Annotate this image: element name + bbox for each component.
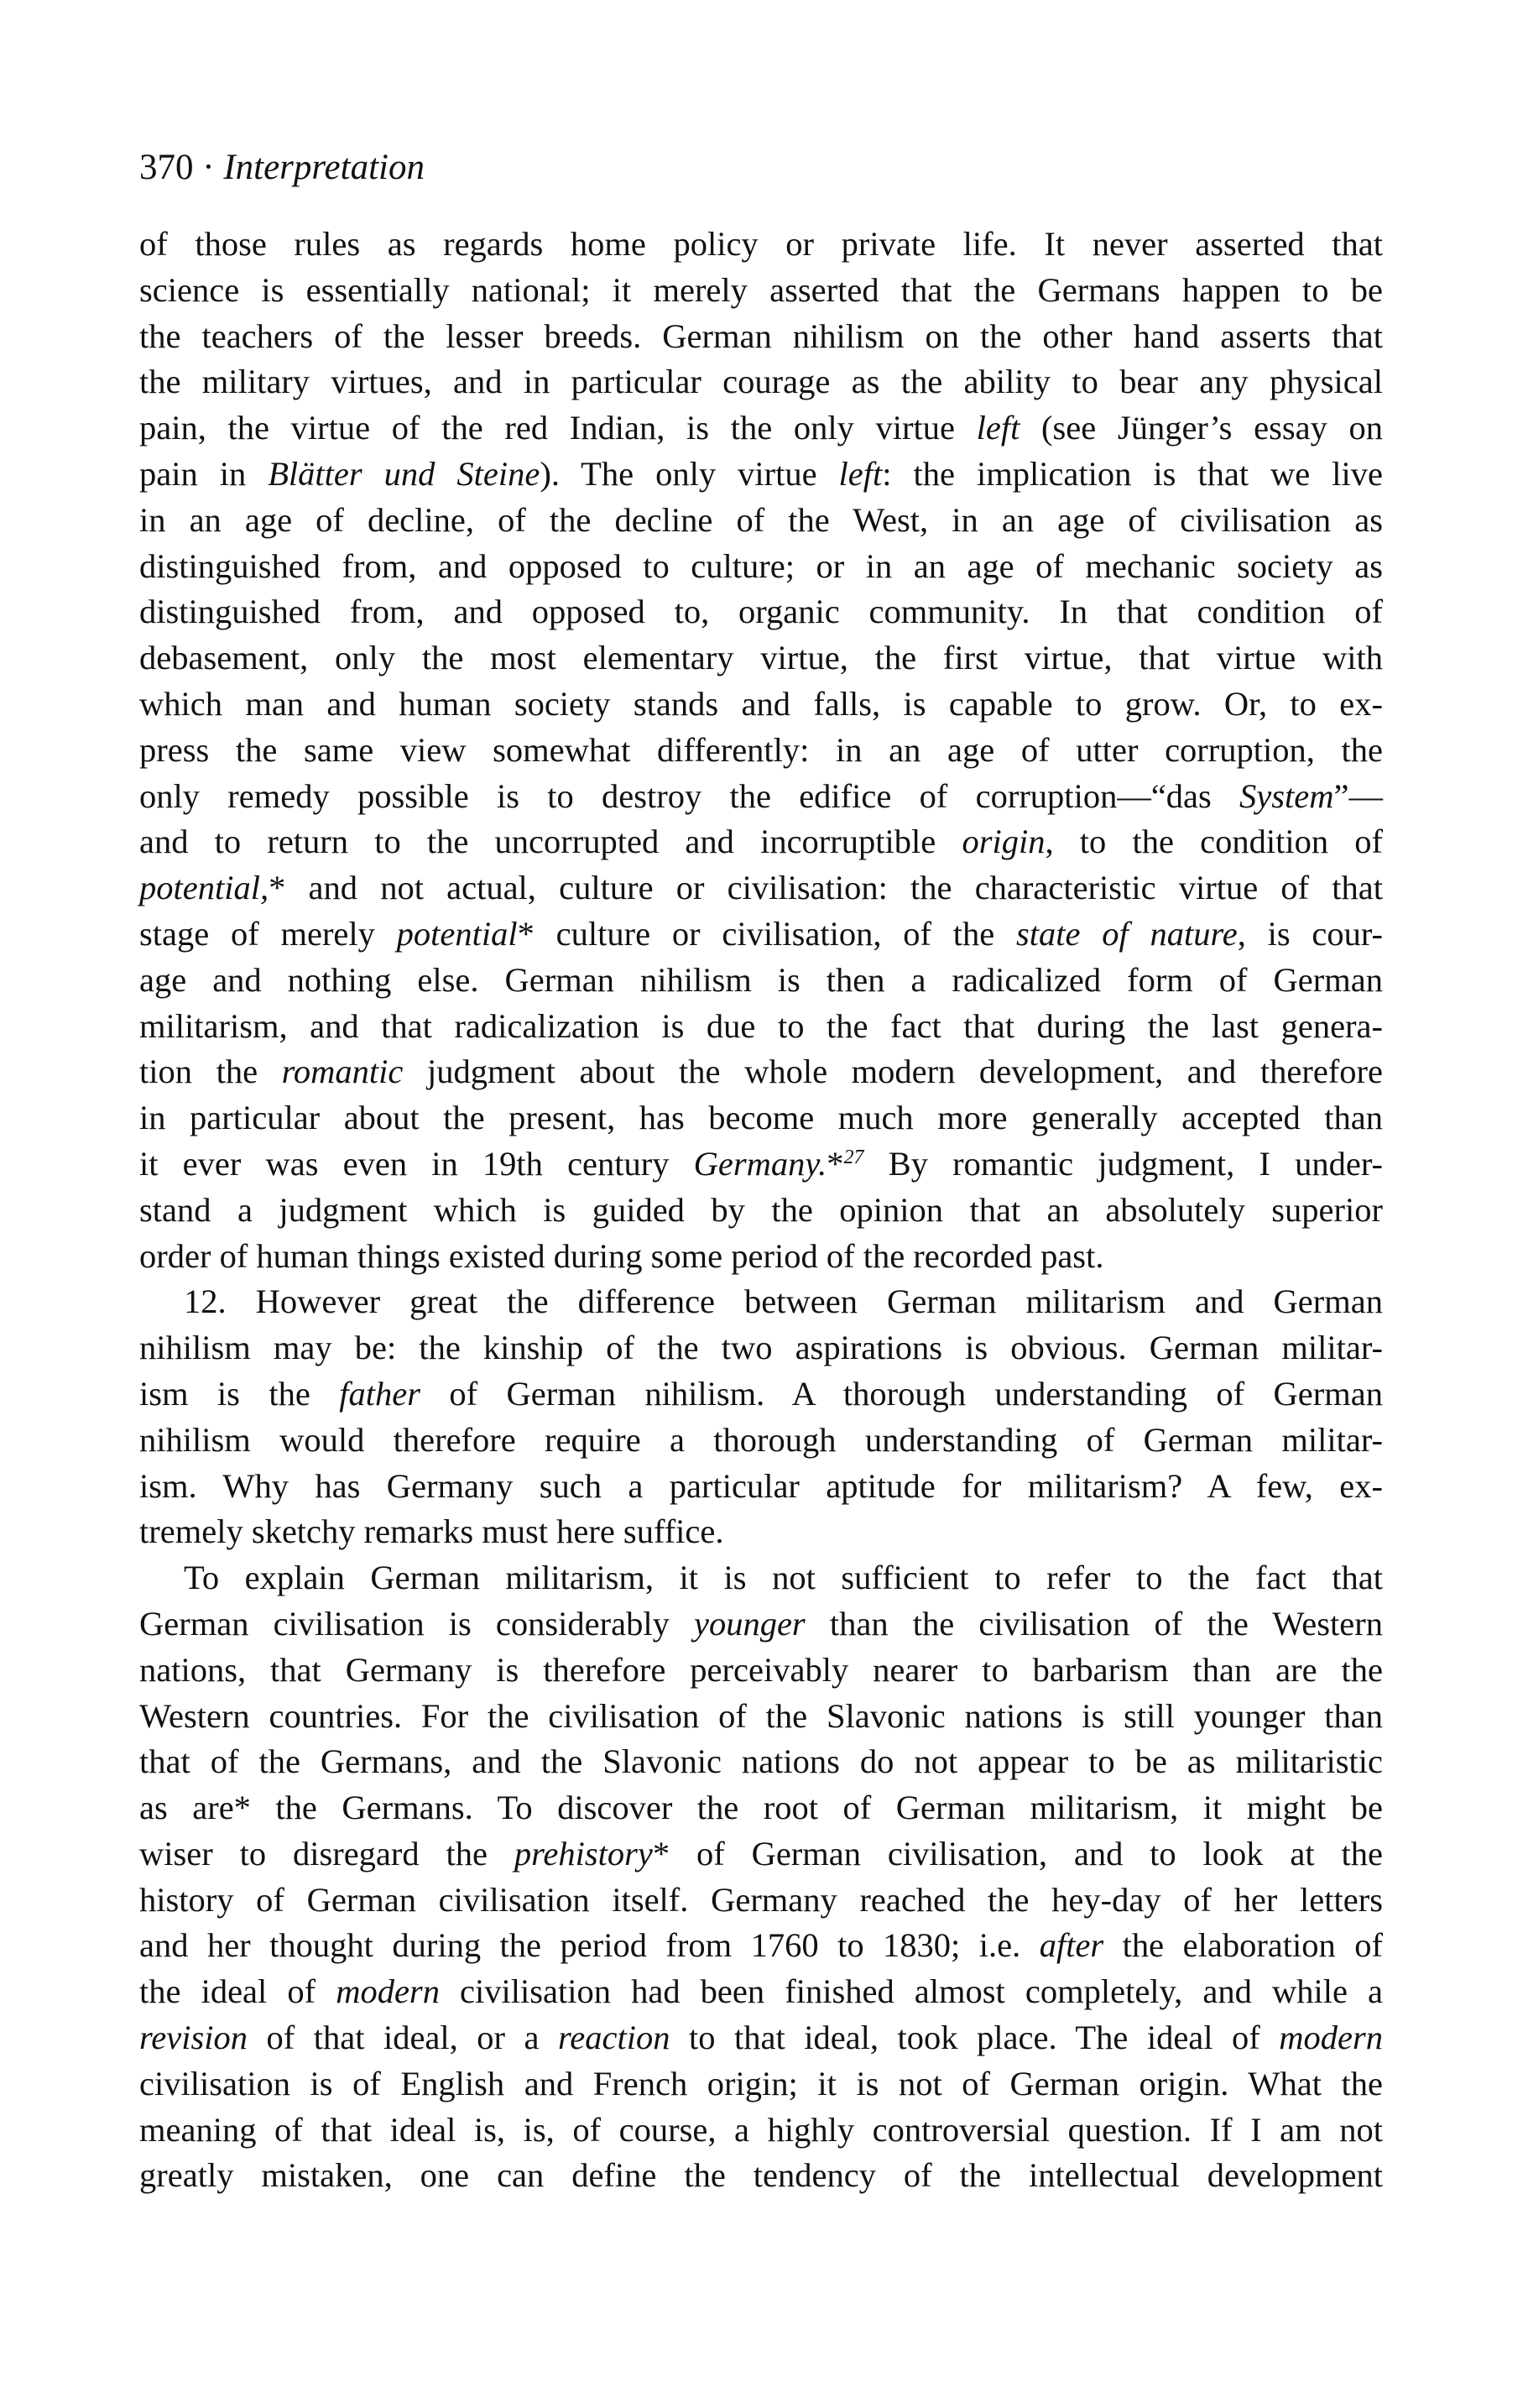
text-line <box>139 1739 1383 1785</box>
italic-text: romantic <box>281 1053 404 1091</box>
text-line <box>139 1464 1383 1510</box>
text-line <box>139 2015 1383 2061</box>
italic-text: after <box>1039 1926 1104 1965</box>
italic-text: left <box>976 409 1020 447</box>
italic-text: Blätter und Steine <box>268 454 540 493</box>
text-line <box>139 589 1383 635</box>
text-segment: science is essentially national; it merely asserted that the Germans happen to be <box>139 270 1383 309</box>
text-segment: civilisation is of English and French origin; it is not of German origin. What the <box>139 2064 1383 2102</box>
text-segment: nihilism would therefore require a thorough understanding of German militar- <box>139 1420 1383 1459</box>
text-segment: , to the condition of <box>1045 823 1383 861</box>
text-segment: meaning of that ideal is, is, of course, a highly controversial question. If I am not <box>139 2110 1383 2149</box>
text-segment: to that ideal, took place. The ideal of <box>670 2019 1280 2057</box>
text-segment: ). The only virtue <box>540 454 839 493</box>
text-line <box>139 222 1383 268</box>
text-segment: age and nothing else. German nihilism is then a radicalized form of German <box>139 960 1383 999</box>
text-line <box>139 1785 1383 1831</box>
text-segment: as are* the Germans. To discover the root of German militarism, it might be <box>139 1789 1383 1827</box>
text-segment: * culture or civilisation, of the <box>517 914 1016 953</box>
text-segment: the military virtues, and in particular courage as the ability to bear any physical <box>139 363 1383 401</box>
text-segment: * and not actual, culture or civilisation: the characteristic virtue of that <box>269 869 1383 907</box>
text-segment: the teachers of the lesser breeds. German nihilism on the other hand asserts that <box>139 316 1383 355</box>
text-segment: tion the <box>139 1053 282 1091</box>
text-line <box>139 544 1383 590</box>
text-segment: it ever was even in 19th century <box>139 1144 694 1183</box>
italic-text: revision <box>139 2019 248 2057</box>
footnote-marker: 27 <box>843 1146 864 1168</box>
text-line <box>139 1279 1383 1325</box>
text-line <box>139 1509 1383 1555</box>
text-line <box>139 958 1383 1004</box>
text-segment: of those rules as regards home policy or private life. It never asserted that <box>139 225 1383 263</box>
text-line <box>139 1371 1383 1418</box>
text-segment: pain in <box>139 454 269 493</box>
text-line <box>139 865 1383 911</box>
text-line <box>139 635 1383 682</box>
text-segment: and her thought during the period from 1760 to 1830; i.e. <box>139 1926 1040 1965</box>
text-segment: * of German civilisation, and to look at the <box>652 1834 1383 1873</box>
italic-text: modern <box>336 1972 440 2011</box>
header-separator: · <box>202 148 215 187</box>
text-segment: in an age of decline, of the decline of the West, in an age of civilisation as <box>139 500 1383 539</box>
text-line <box>139 498 1383 544</box>
body-text <box>139 222 1383 2199</box>
text-line <box>139 1325 1383 1371</box>
text-segment: To explain German militarism, it is not sufficient to refer to the fact that <box>184 1559 1383 1597</box>
text-segment: civilisation had been finished almost completely, and while a <box>439 1972 1383 2011</box>
text-line <box>139 1555 1383 1601</box>
text-line <box>139 268 1383 314</box>
text-segment: (see Jünger’s essay on <box>1020 409 1383 447</box>
text-line <box>139 452 1383 498</box>
text-line <box>139 359 1383 405</box>
text-line <box>139 1418 1383 1464</box>
text-line <box>139 405 1383 452</box>
text-segment: ”— <box>1333 776 1383 815</box>
text-line <box>139 1694 1383 1740</box>
text-line <box>139 2108 1383 2154</box>
text-line <box>139 911 1383 958</box>
text-line <box>139 728 1383 774</box>
text-segment: pain, the virtue of the red Indian, is the only virtue <box>139 409 977 447</box>
text-segment: militarism, and that radicalization is due to the fact that during the last genera- <box>139 1006 1383 1045</box>
text-line <box>139 1648 1383 1694</box>
text-segment: Western countries. For the civilisation of the Slavonic nations is still younger than <box>139 1696 1383 1735</box>
text-segment: ism. Why has Germany such a particular aptitude for militarism? A few, ex- <box>139 1466 1383 1505</box>
italic-text: modern <box>1279 2019 1384 2057</box>
text-segment: ism is the <box>139 1374 340 1413</box>
text-segment: and to return to the uncorrupted and incorruptible <box>139 823 962 861</box>
text-segment: judgment about the whole modern development, and therefore <box>403 1053 1383 1091</box>
italic-text: state of nature <box>1015 914 1238 953</box>
text-segment: which man and human society stands and falls, is capable to grow. Or, to ex- <box>139 684 1383 723</box>
text-line <box>139 1049 1383 1095</box>
text-segment: German civilisation is considerably <box>139 1604 694 1643</box>
text-segment: greatly mistaken, one can define the tendency of the intellectual development <box>139 2156 1383 2195</box>
text-segment: distinguished from, and opposed to, organic community. In that condition of <box>139 593 1383 631</box>
italic-text: origin <box>962 823 1046 861</box>
page-number: 370 <box>139 148 194 187</box>
text-line <box>139 2061 1383 2108</box>
italic-text: Germany. <box>693 1144 827 1183</box>
text-segment: nihilism may be: the kinship of the two aspirations is obvious. German militar- <box>139 1329 1383 1367</box>
text-segment: 12. However great the difference between German militarism and German <box>184 1282 1383 1321</box>
text-line <box>139 1234 1383 1280</box>
text-segment: in particular about the present, has become much more generally accepted than <box>139 1099 1383 1137</box>
text-line <box>139 1004 1383 1050</box>
text-segment: that of the Germans, and the Slavonic nations do not appear to be as militaristic <box>139 1742 1383 1781</box>
italic-text: prehistory <box>514 1834 653 1873</box>
paragraph <box>139 1555 1383 2199</box>
text-segment: wiser to disregard the <box>139 1834 514 1873</box>
text-segment: tremely sketchy remarks must here suffice. <box>139 1512 724 1551</box>
italic-text: younger <box>693 1604 806 1643</box>
text-line <box>139 1923 1383 1969</box>
text-segment: * <box>827 1144 844 1183</box>
running-header <box>139 144 425 191</box>
text-segment: distinguished from, and opposed to culture; or in an age of mechanic society as <box>139 546 1383 585</box>
paragraph <box>139 222 1383 1279</box>
italic-text: left <box>838 454 883 493</box>
text-line <box>139 774 1383 820</box>
text-segment: press the same view somewhat differently: in an age of utter corruption, the <box>139 730 1383 769</box>
text-segment: of German nihilism. A thorough understanding of German <box>420 1374 1383 1413</box>
text-segment: history of German civilisation itself. Germany reached the hey-day of her letters <box>139 1880 1383 1919</box>
text-segment: nations, that Germany is therefore perceivably nearer to barbarism than are the <box>139 1650 1383 1689</box>
text-segment: only remedy possible is to destroy the edifice of corruption—“das <box>139 776 1240 815</box>
text-segment: order of human things existed during some period of the recorded past. <box>139 1236 1104 1275</box>
italic-text: System <box>1239 776 1334 815</box>
italic-text: potential, <box>139 869 269 907</box>
text-segment: : the implication is that we live <box>882 454 1383 493</box>
italic-text: reaction <box>558 2019 670 2057</box>
text-segment: of that ideal, or a <box>247 2019 558 2057</box>
text-segment: By romantic judgment, I under- <box>863 1144 1383 1183</box>
text-segment: stand a judgment which is guided by the opinion that an absolutely superior <box>139 1190 1383 1229</box>
text-line <box>139 1601 1383 1648</box>
text-segment: than the civilisation of the Western <box>805 1604 1383 1643</box>
italic-text: potential <box>396 914 518 953</box>
italic-text: father <box>339 1374 420 1413</box>
running-title: Interpretation <box>223 148 425 187</box>
text-line <box>139 2153 1383 2199</box>
text-line <box>139 1969 1383 2015</box>
text-line <box>139 314 1383 360</box>
text-segment: stage of merely <box>139 914 397 953</box>
text-line <box>139 1141 1383 1188</box>
text-segment: , is cour- <box>1237 914 1384 953</box>
paragraph <box>139 1279 1383 1555</box>
text-line <box>139 819 1383 865</box>
text-line <box>139 1095 1383 1141</box>
text-segment: the elaboration of <box>1103 1926 1383 1965</box>
text-line <box>139 682 1383 728</box>
text-line <box>139 1188 1383 1234</box>
text-line <box>139 1831 1383 1878</box>
text-segment: debasement, only the most elementary virtue, the first virtue, that virtue with <box>139 639 1383 677</box>
text-segment: the ideal of <box>139 1972 336 2011</box>
text-line <box>139 1878 1383 1924</box>
